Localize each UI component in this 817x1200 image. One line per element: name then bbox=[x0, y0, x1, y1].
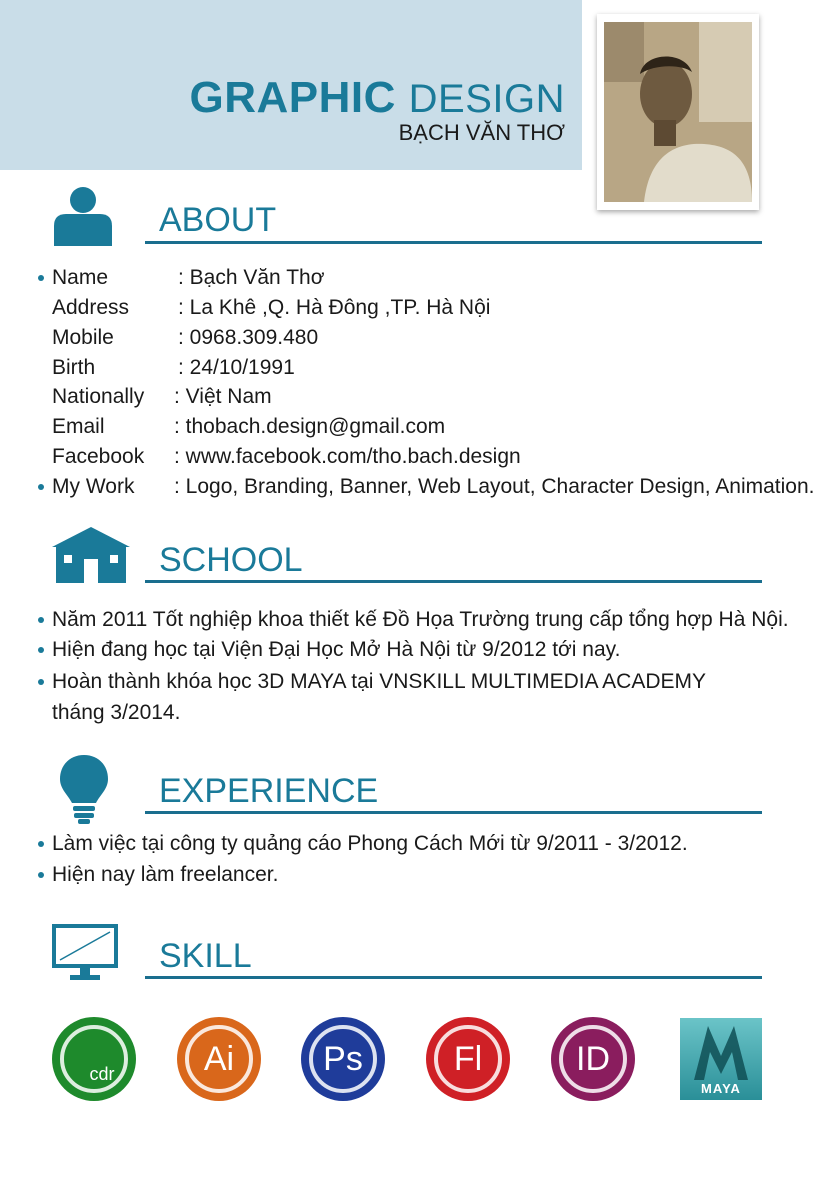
maya-badge-label: MAYA bbox=[701, 1081, 741, 1096]
school-item: Hoàn thành khóa học 3D MAYA tại VNSKILL MULTIMEDIA ACADEMY bbox=[52, 670, 707, 693]
page-subtitle: BẠCH VĂN THƠ bbox=[398, 120, 565, 145]
bullet bbox=[38, 679, 44, 685]
school-title: SCHOOL bbox=[159, 541, 303, 579]
about-label: Facebook bbox=[52, 445, 145, 468]
about-label: Address bbox=[52, 296, 130, 319]
about-value: : www.facebook.com/tho.bach.design bbox=[174, 445, 521, 468]
skill-rule bbox=[145, 976, 762, 979]
about-label: Nationally bbox=[52, 385, 145, 408]
bullet bbox=[38, 647, 44, 653]
about-label: Birth bbox=[52, 356, 96, 379]
about-label: Mobile bbox=[52, 326, 114, 349]
bullet bbox=[38, 872, 44, 878]
about-title: ABOUT bbox=[159, 201, 277, 239]
about-label: Name bbox=[52, 266, 109, 289]
bullet bbox=[38, 484, 44, 490]
indesign-badge bbox=[551, 1017, 635, 1101]
about-value: : Việt Nam bbox=[174, 385, 272, 408]
about-value: : 0968.309.480 bbox=[178, 326, 319, 349]
bullet bbox=[38, 617, 44, 623]
illustrator-badge bbox=[177, 1017, 261, 1101]
experience-title: EXPERIENCE bbox=[159, 772, 379, 810]
photoshop-badge-label: Ps bbox=[323, 1040, 363, 1078]
page-title bbox=[190, 74, 566, 123]
experience-item: Làm việc tại công ty quảng cáo Phong Cách Mới từ 9/2011 - 3/2012. bbox=[52, 832, 688, 855]
school-item: Hiện đang học tại Viện Đại Học Mở Hà Nội từ 9/2012 tới nay. bbox=[52, 638, 621, 661]
school-icon bbox=[52, 527, 130, 583]
flash-badge-label: Fl bbox=[453, 1040, 483, 1078]
flash-badge bbox=[426, 1017, 510, 1101]
experience-item: Hiện nay làm freelancer. bbox=[52, 863, 279, 886]
maya-badge bbox=[680, 1018, 762, 1100]
about-label: My Work bbox=[52, 475, 135, 498]
bullet bbox=[38, 841, 44, 847]
skill-title: SKILL bbox=[159, 937, 252, 975]
photoshop-badge bbox=[301, 1017, 385, 1101]
profile-photo-image bbox=[604, 22, 752, 202]
about-value: : La Khê ,Q. Hà Đông ,TP. Hà Nội bbox=[178, 296, 491, 319]
title-light: DESIGN bbox=[408, 77, 565, 121]
bullet bbox=[38, 275, 44, 281]
school-item: Năm 2011 Tốt nghiệp khoa thiết kế Đồ Họa Trường trung cấp tổng hợp Hà Nội. bbox=[52, 608, 789, 631]
indesign-badge-label: ID bbox=[576, 1040, 610, 1078]
about-value: : 24/10/1991 bbox=[178, 356, 295, 379]
monitor-icon bbox=[52, 924, 118, 982]
about-value: : Logo, Branding, Banner, Web Layout, Character Design, Animation. bbox=[174, 475, 815, 498]
coreldraw-badge-label: cdr bbox=[89, 1064, 115, 1084]
experience-rule bbox=[145, 811, 762, 814]
about-value: : Bạch Văn Thơ bbox=[178, 266, 325, 289]
title-bold: GRAPHIC bbox=[189, 73, 396, 122]
coreldraw-badge bbox=[52, 1017, 136, 1101]
school-item-continued: tháng 3/2014. bbox=[52, 701, 181, 724]
person-icon bbox=[52, 186, 114, 246]
lightbulb-icon bbox=[60, 755, 108, 825]
about-rule bbox=[145, 241, 762, 244]
school-rule bbox=[145, 580, 762, 583]
profile-photo bbox=[597, 14, 759, 210]
about-label: Email bbox=[52, 415, 105, 438]
about-value: : thobach.design@gmail.com bbox=[174, 415, 446, 438]
illustrator-badge-label: Ai bbox=[203, 1040, 235, 1078]
